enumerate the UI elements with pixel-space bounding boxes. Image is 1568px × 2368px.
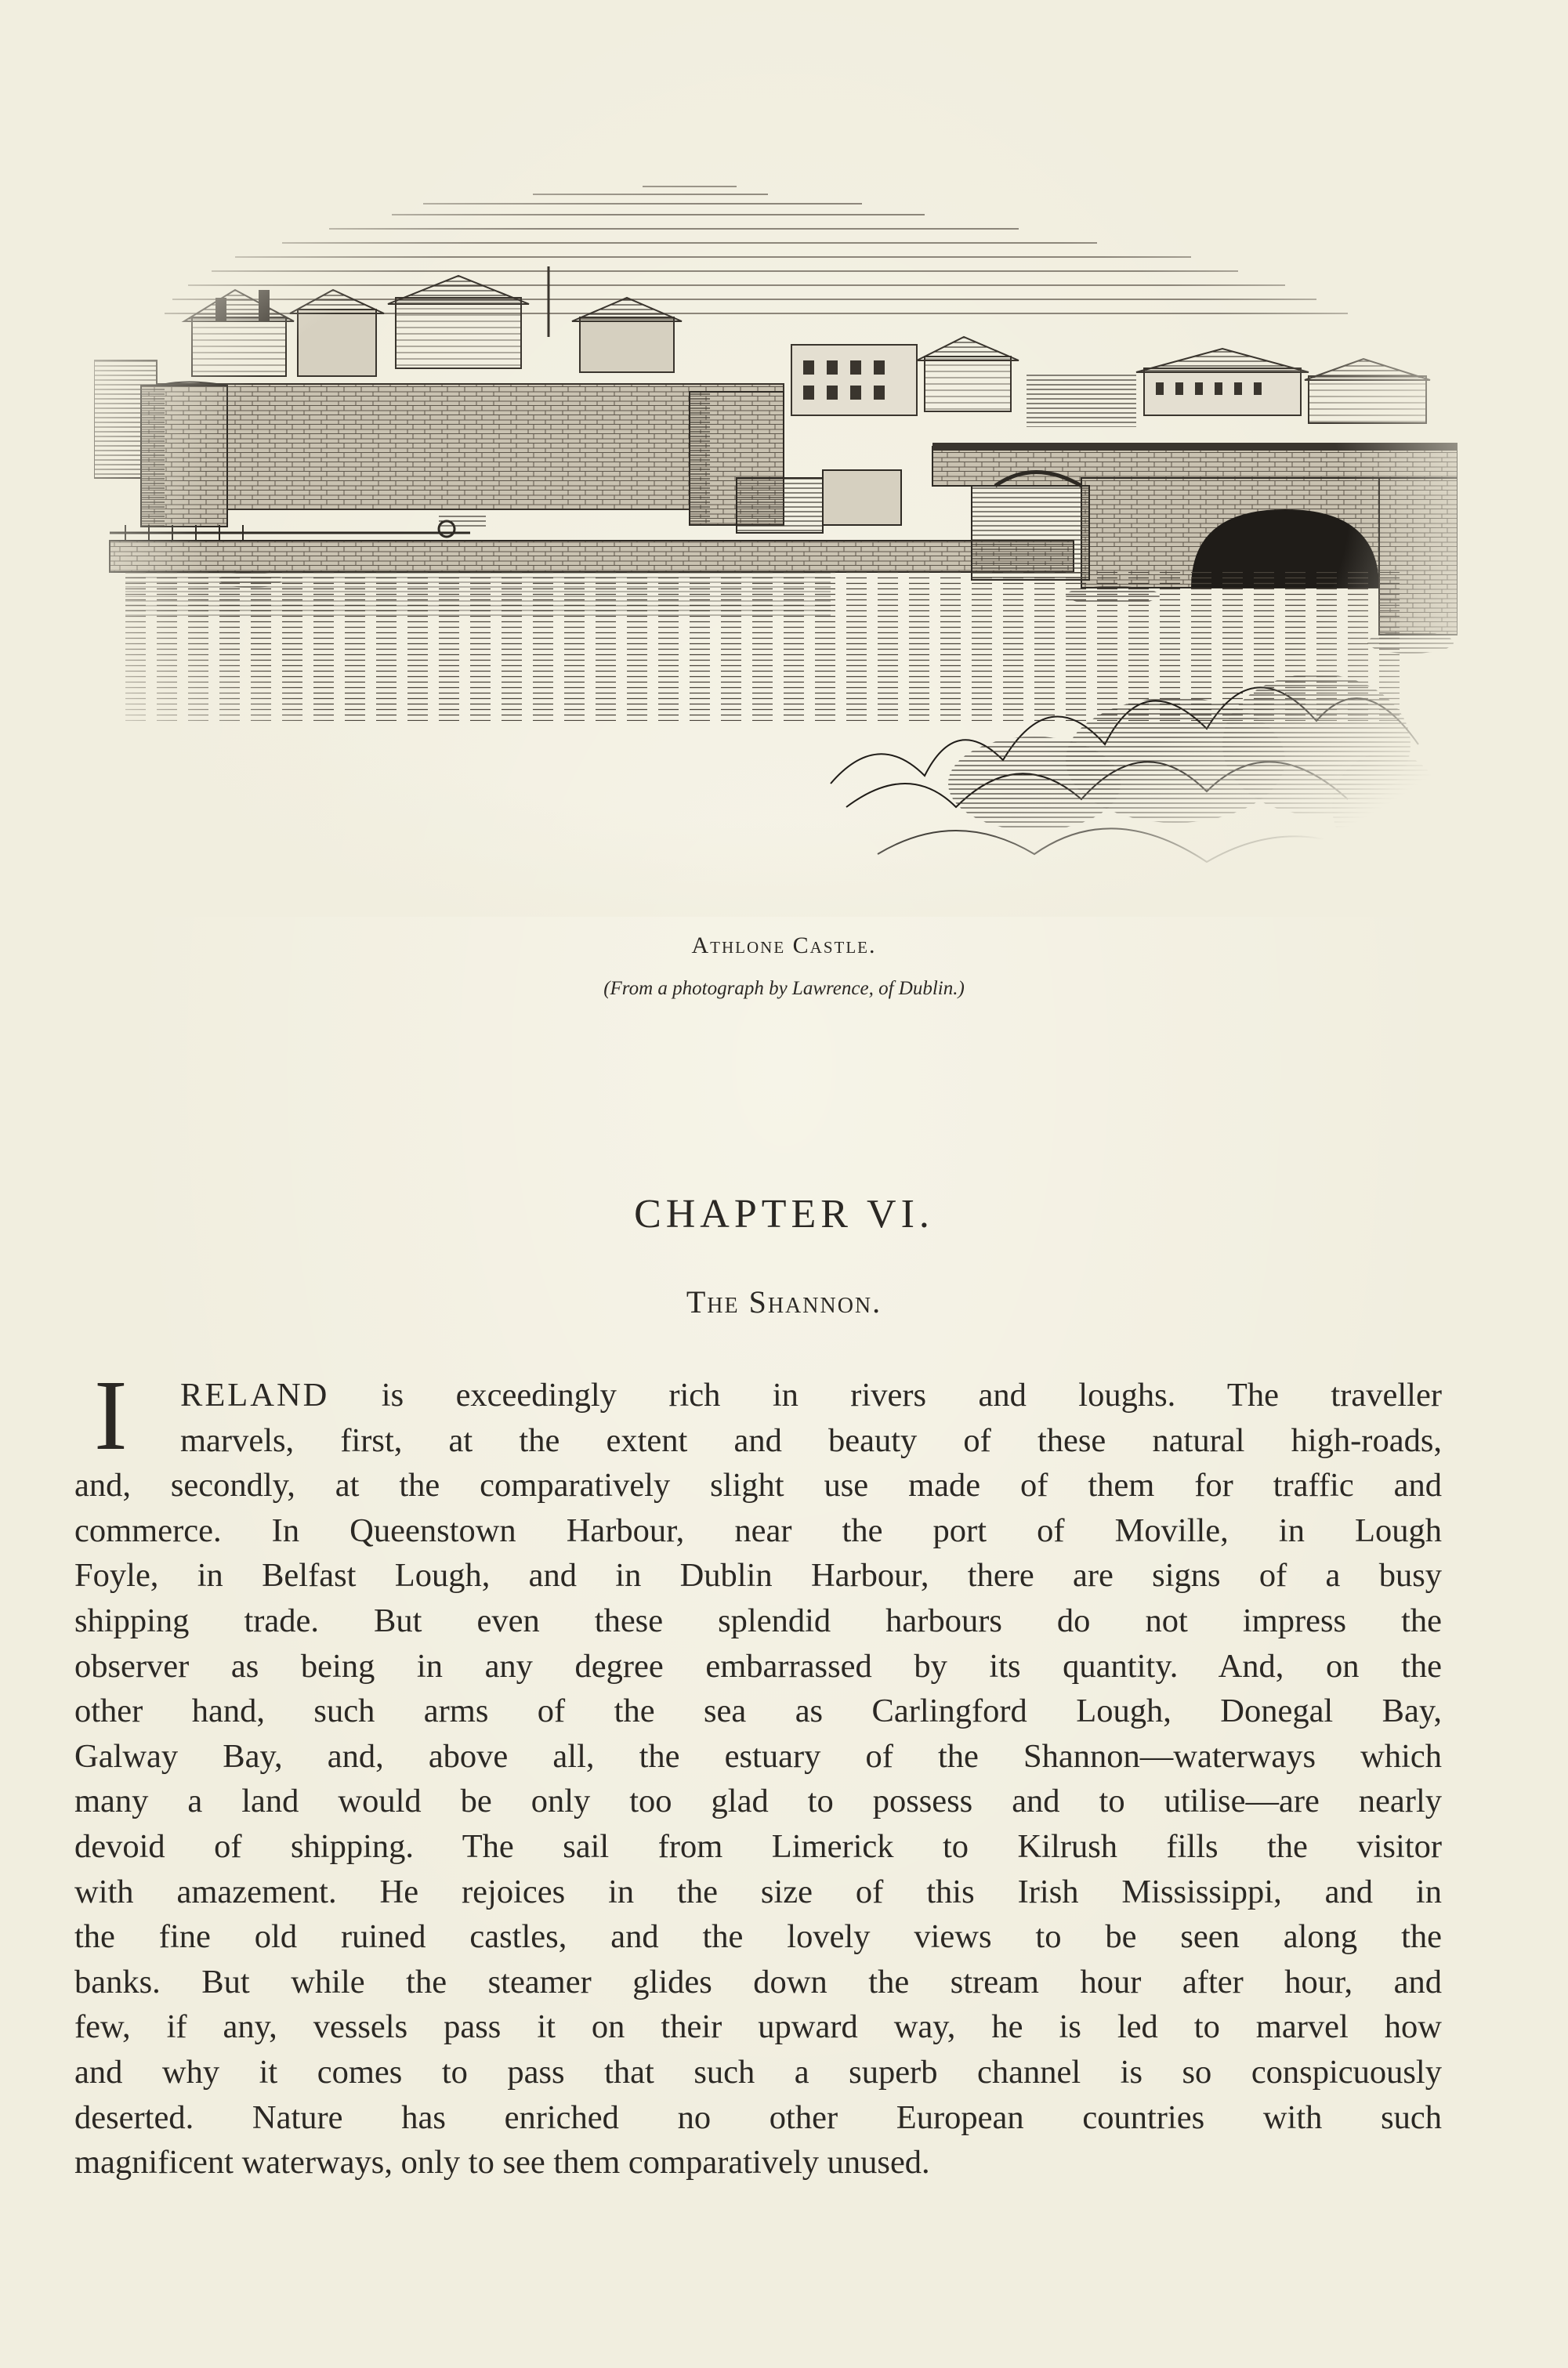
illustration-credit: (From a photograph by Lawrence, of Dublin.) [603, 978, 965, 999]
text-line: Foyle, in Belfast Lough, and in Dublin Harbour, there are signs of a busy [74, 1557, 1442, 1595]
text-line: shipping trade. But even these splendid harbours do not impress the [74, 1602, 1442, 1639]
chapter-heading: CHAPTER VI. [634, 1192, 934, 1237]
text-line [74, 1373, 1442, 1418]
engraving-athlone-castle [94, 180, 1458, 917]
text-line: magnificent waterways, only to see them comparatively unused. [74, 2144, 930, 2182]
illustration-caption: Athlone Castle. [691, 932, 877, 958]
text-line: commerce. In Queenstown Harbour, near the port of Moville, in Lough [74, 1512, 1442, 1549]
text-line: marvels, first, at the extent and beauty of these natural high-roads, [180, 1421, 1442, 1459]
text-line: few, if any, vessels pass it on their upward way, he is led to marvel how [74, 2008, 1442, 2046]
text-line: many a land would be only too glad to possess and to utilise—are nearly [74, 1783, 1442, 1820]
text-line: Galway Bay, and, above all, the estuary of the Shannon—waterways which [74, 1737, 1442, 1775]
text-line: banks. But while the steamer glides down the stream hour after hour, and [74, 1963, 1442, 2000]
text-line: the fine old ruined castles, and the lovely views to be seen along the [74, 1918, 1442, 1956]
body-paragraph [74, 1360, 1442, 2185]
text-line: observer as being in any degree embarrassed by its quantity. And, on the [74, 1647, 1442, 1685]
chapter-title: The Shannon. [686, 1284, 882, 1320]
text-line: and why it comes to pass that such a superb channel is so conspicuously [74, 2053, 1442, 2091]
text-line: devoid of shipping. The sail from Limerick to Kilrush fills the visitor [74, 1827, 1442, 1865]
first-word-rest: RELAND [180, 1377, 330, 1414]
text-line-content: is exceedingly rich in rivers and loughs. The traveller [329, 1377, 1442, 1414]
text-line: and, secondly, at the comparatively slight use made of them for traffic and [74, 1467, 1442, 1504]
text-line: with amazement. He rejoices in the size of this Irish Mississippi, and in [74, 1873, 1442, 1910]
drop-cap: I [94, 1360, 128, 1471]
text-line: other hand, such arms of the sea as Carlingford Lough, Donegal Bay, [74, 1693, 1442, 1730]
text-line: deserted. Nature has enriched no other European countries with such [74, 2098, 1442, 2136]
